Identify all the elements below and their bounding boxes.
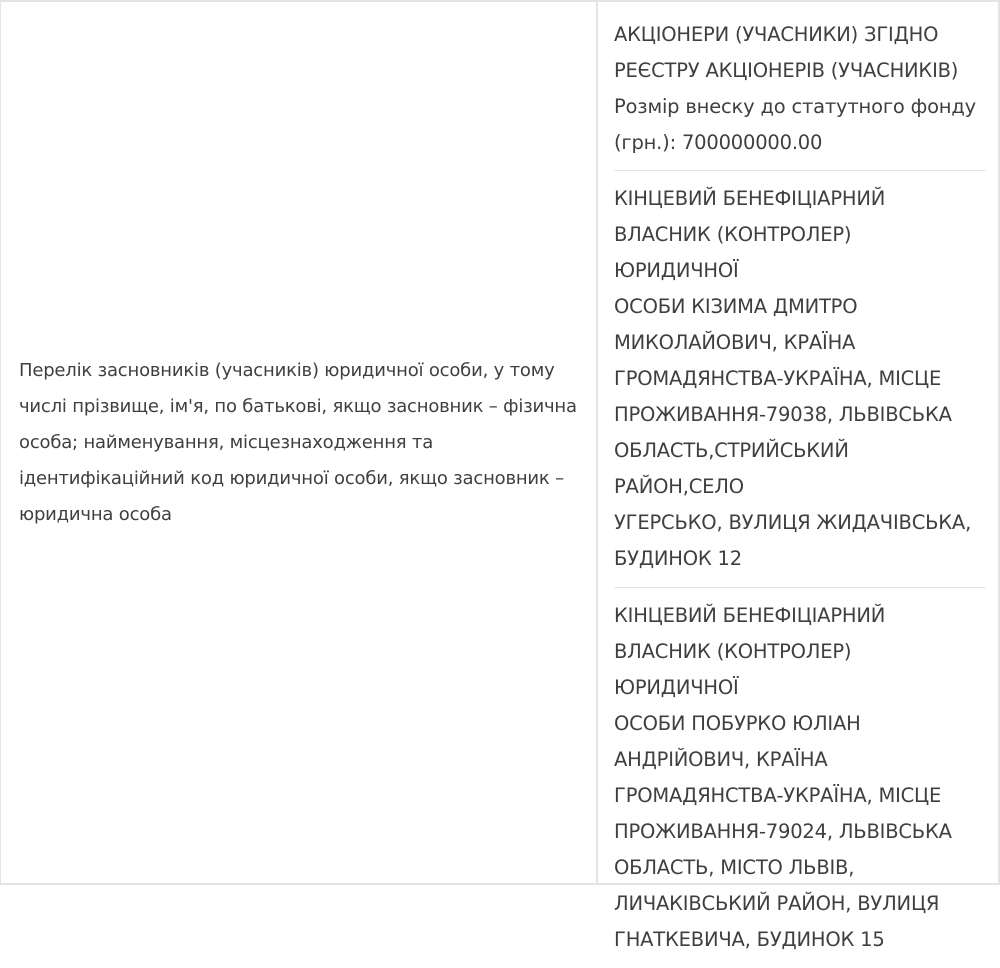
row-values-cell	[598, 2, 998, 951]
row-label-cell	[0, 2, 598, 883]
row-label: Перелік засновників (учасників) юридичної особи, у тому числі прізвище, ім'я, по батькові, якщо засновник – фізична особа; найменування, місцезнаходження та ідентифікаційний код юридичної особи, якщо засновник – юридична особа	[19, 359, 577, 525]
founder-entry-beneficiary-1: КІНЦЕВИЙ БЕНЕФІЦІАРНИЙ ВЛАСНИК (КОНТРОЛЕР) ЮРИДИЧНОЇ ОСОБИ КІЗИМА ДМИТРО МИКОЛАЙОВИЧ, КРАЇНА ГРОМАДЯНСТВА-УКРАЇНА, МІСЦЕ ПРОЖИВАННЯ-79038, ЛЬВІВСЬКА ОБЛАСТЬ,СТРИЙСЬКИЙ РАЙОН,СЕЛО УГЕРСЬКО, ВУЛИЦЯ ЖИДАЧІВСЬКА, БУДИНОК 12	[614, 187, 972, 570]
founder-entry-shareholders: АКЦІОНЕРИ (УЧАСНИКИ) ЗГІДНО РЕЄСТРУ АКЦІОНЕРІВ (УЧАСНИКІВ) Розмір внеску до статутного фонду (грн.): 700000000.00	[614, 23, 976, 154]
founder-entry-beneficiary-2: КІНЦЕВИЙ БЕНЕФІЦІАРНИЙ ВЛАСНИК (КОНТРОЛЕР) ЮРИДИЧНОЇ ОСОБИ ПОБУРКО ЮЛІАН АНДРІЙОВИЧ, КРАЇНА ГРОМАДЯНСТВА-УКРАЇНА, МІСЦЕ ПРОЖИВАННЯ-79024, ЛЬВІВСЬКА ОБЛАСТЬ, МІСТО ЛЬВІВ, ЛИЧАКІВСЬКИЙ РАЙОН, ВУЛИЦЯ ГНАТКЕВИЧА, БУДИНОК 15	[614, 604, 952, 951]
